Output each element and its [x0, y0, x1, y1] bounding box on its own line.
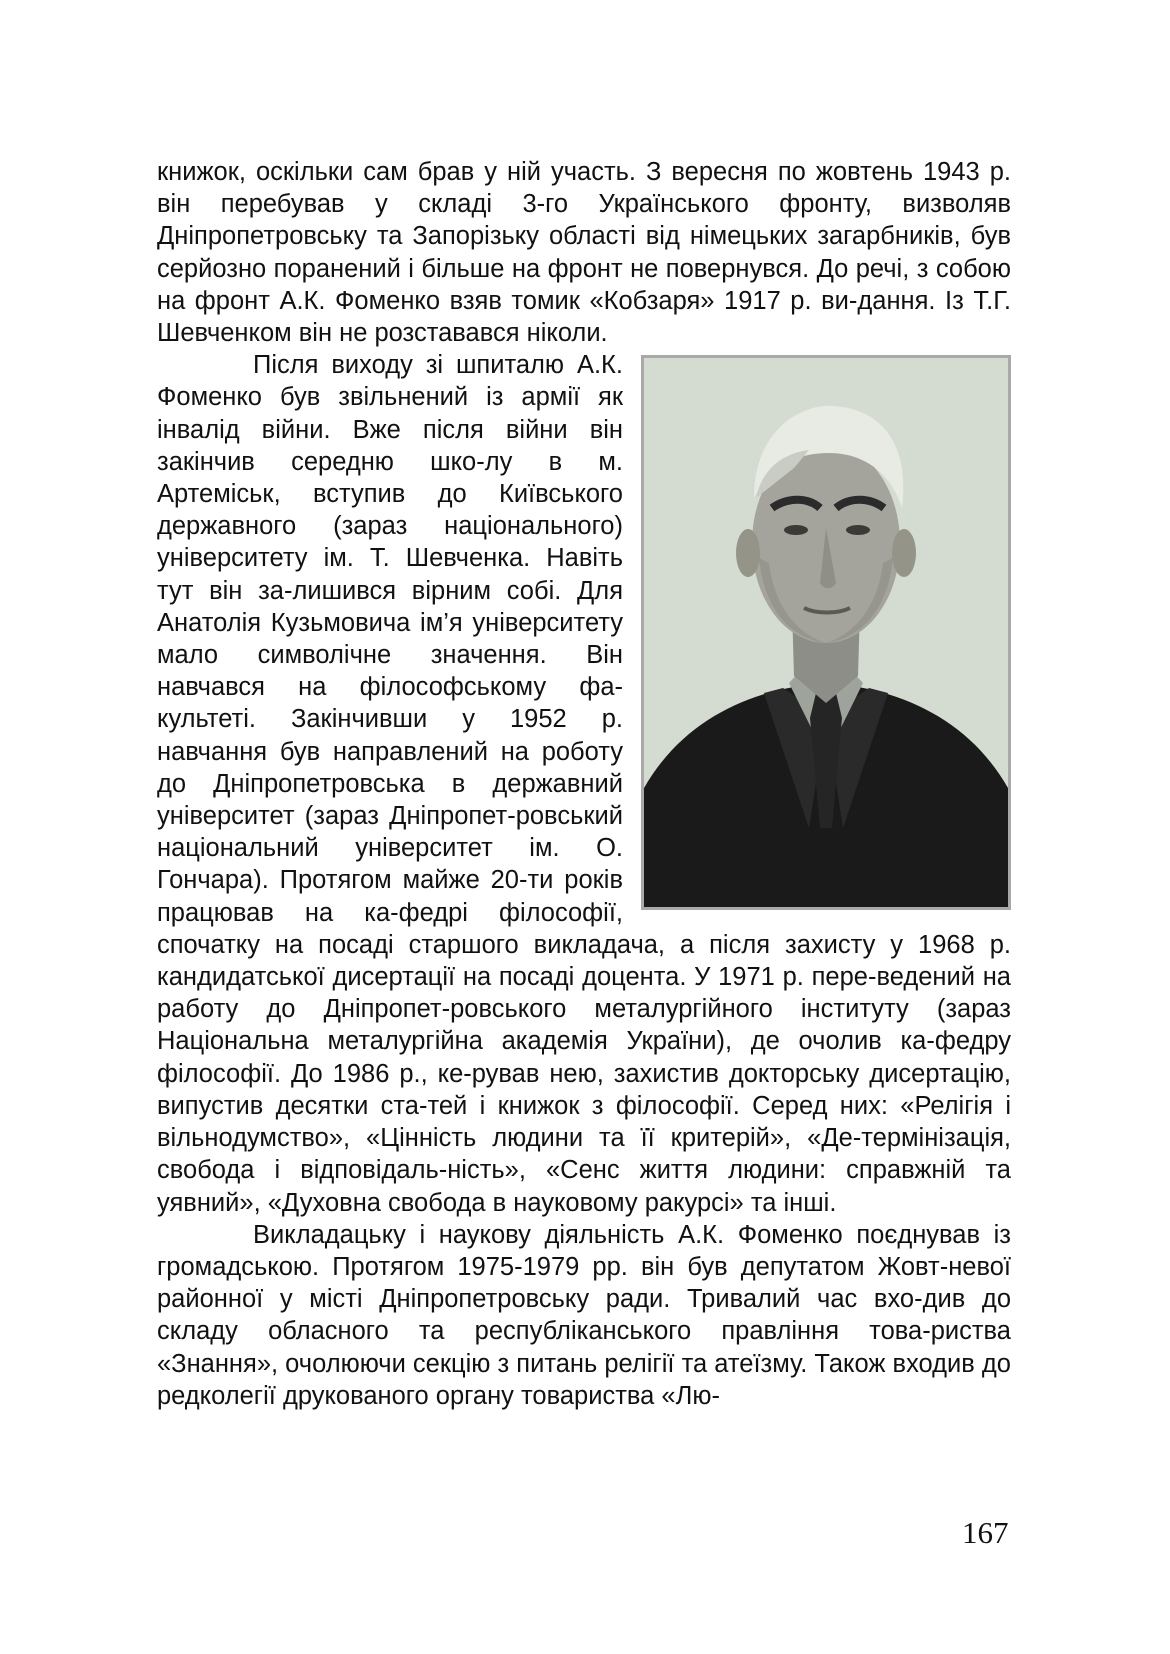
- portrait-photo: [644, 358, 1008, 907]
- portrait-frame: [641, 355, 1011, 910]
- page-number: 167: [962, 1515, 1009, 1550]
- paragraph-1: книжок, оскільки сам брав у ній участь. З вересня по жовтень 1943 р. він перебував у складі 3-го Українського фронту, визволяв Дніпропетровську та Запорізьку області від німецьких загарбників, був серйозно поранений і більше на фронт не повернувся. До речі, з собою на фронт А.К. Фоменко взяв томик «Кобзаря» 1917 р. ви-дання. Із Т.Г. Шевченком він не розставався ніколи.: [157, 158, 1011, 348]
- paragraph-3: Викладацьку і наукову діяльність А.К. Фоменко поєднував із громадською. Протягом 1975-1979 рр. він був депутатом Жовт-невої районної у місті Дніпропетровську ради. Тривалий час вхо-див до складу обласного та республіканського правління това-риства «Знання», очолюючи секцію з питань релігії та атеїзму. Також входив до редколегії друкованого органу товариства «Лю-: [157, 1220, 1011, 1410]
- paragraph-2: Після виходу зі шпиталю А.К. Фоменко був звільнений із армії як інвалід війни. Вже після війни він закінчив середню шко-лу в м. Артеміськ, вступив до Київського державного (зараз національного) університету ім. Т. Шевченка. Навіть тут він за-лишився вірним собі. Для Анатолія Кузьмовича ім’я університету мало символічне значення. Він навчався на філософському фа-культеті. Закінчивши у 1952 р. навчання був направлений на роботу до Дніпропетровська в державний університет (зараз Дніпропет-ровський національний університет ім. О. Гончара). Протягом майже 20-ти років працював на ка-федрі філософії, спочатку на посаді старшого викладача, а після захисту у 1968 р. кандидатської дисертації на посаді доцента. У 1971 р. пере-ведений на работу до Дніпропет-ровського металургійного інституту (зараз Національна металургійна академія України), де очолив ка-федру філософії. До 1986 р., ке-рував нею, захистив докторську дисертацію, випустив десятки ста-тей і книжок з філософії. Серед них: «Релігія і вільнодумство», «Цінність людини та її критерій», «Де-термінізація, свобода і відповідаль-ність», «Сенс життя людини: справжній та уявний», «Духовна свобода в науковому ракурсі» та інші.: [157, 351, 1011, 1217]
- body-text: [157, 156, 1011, 1412]
